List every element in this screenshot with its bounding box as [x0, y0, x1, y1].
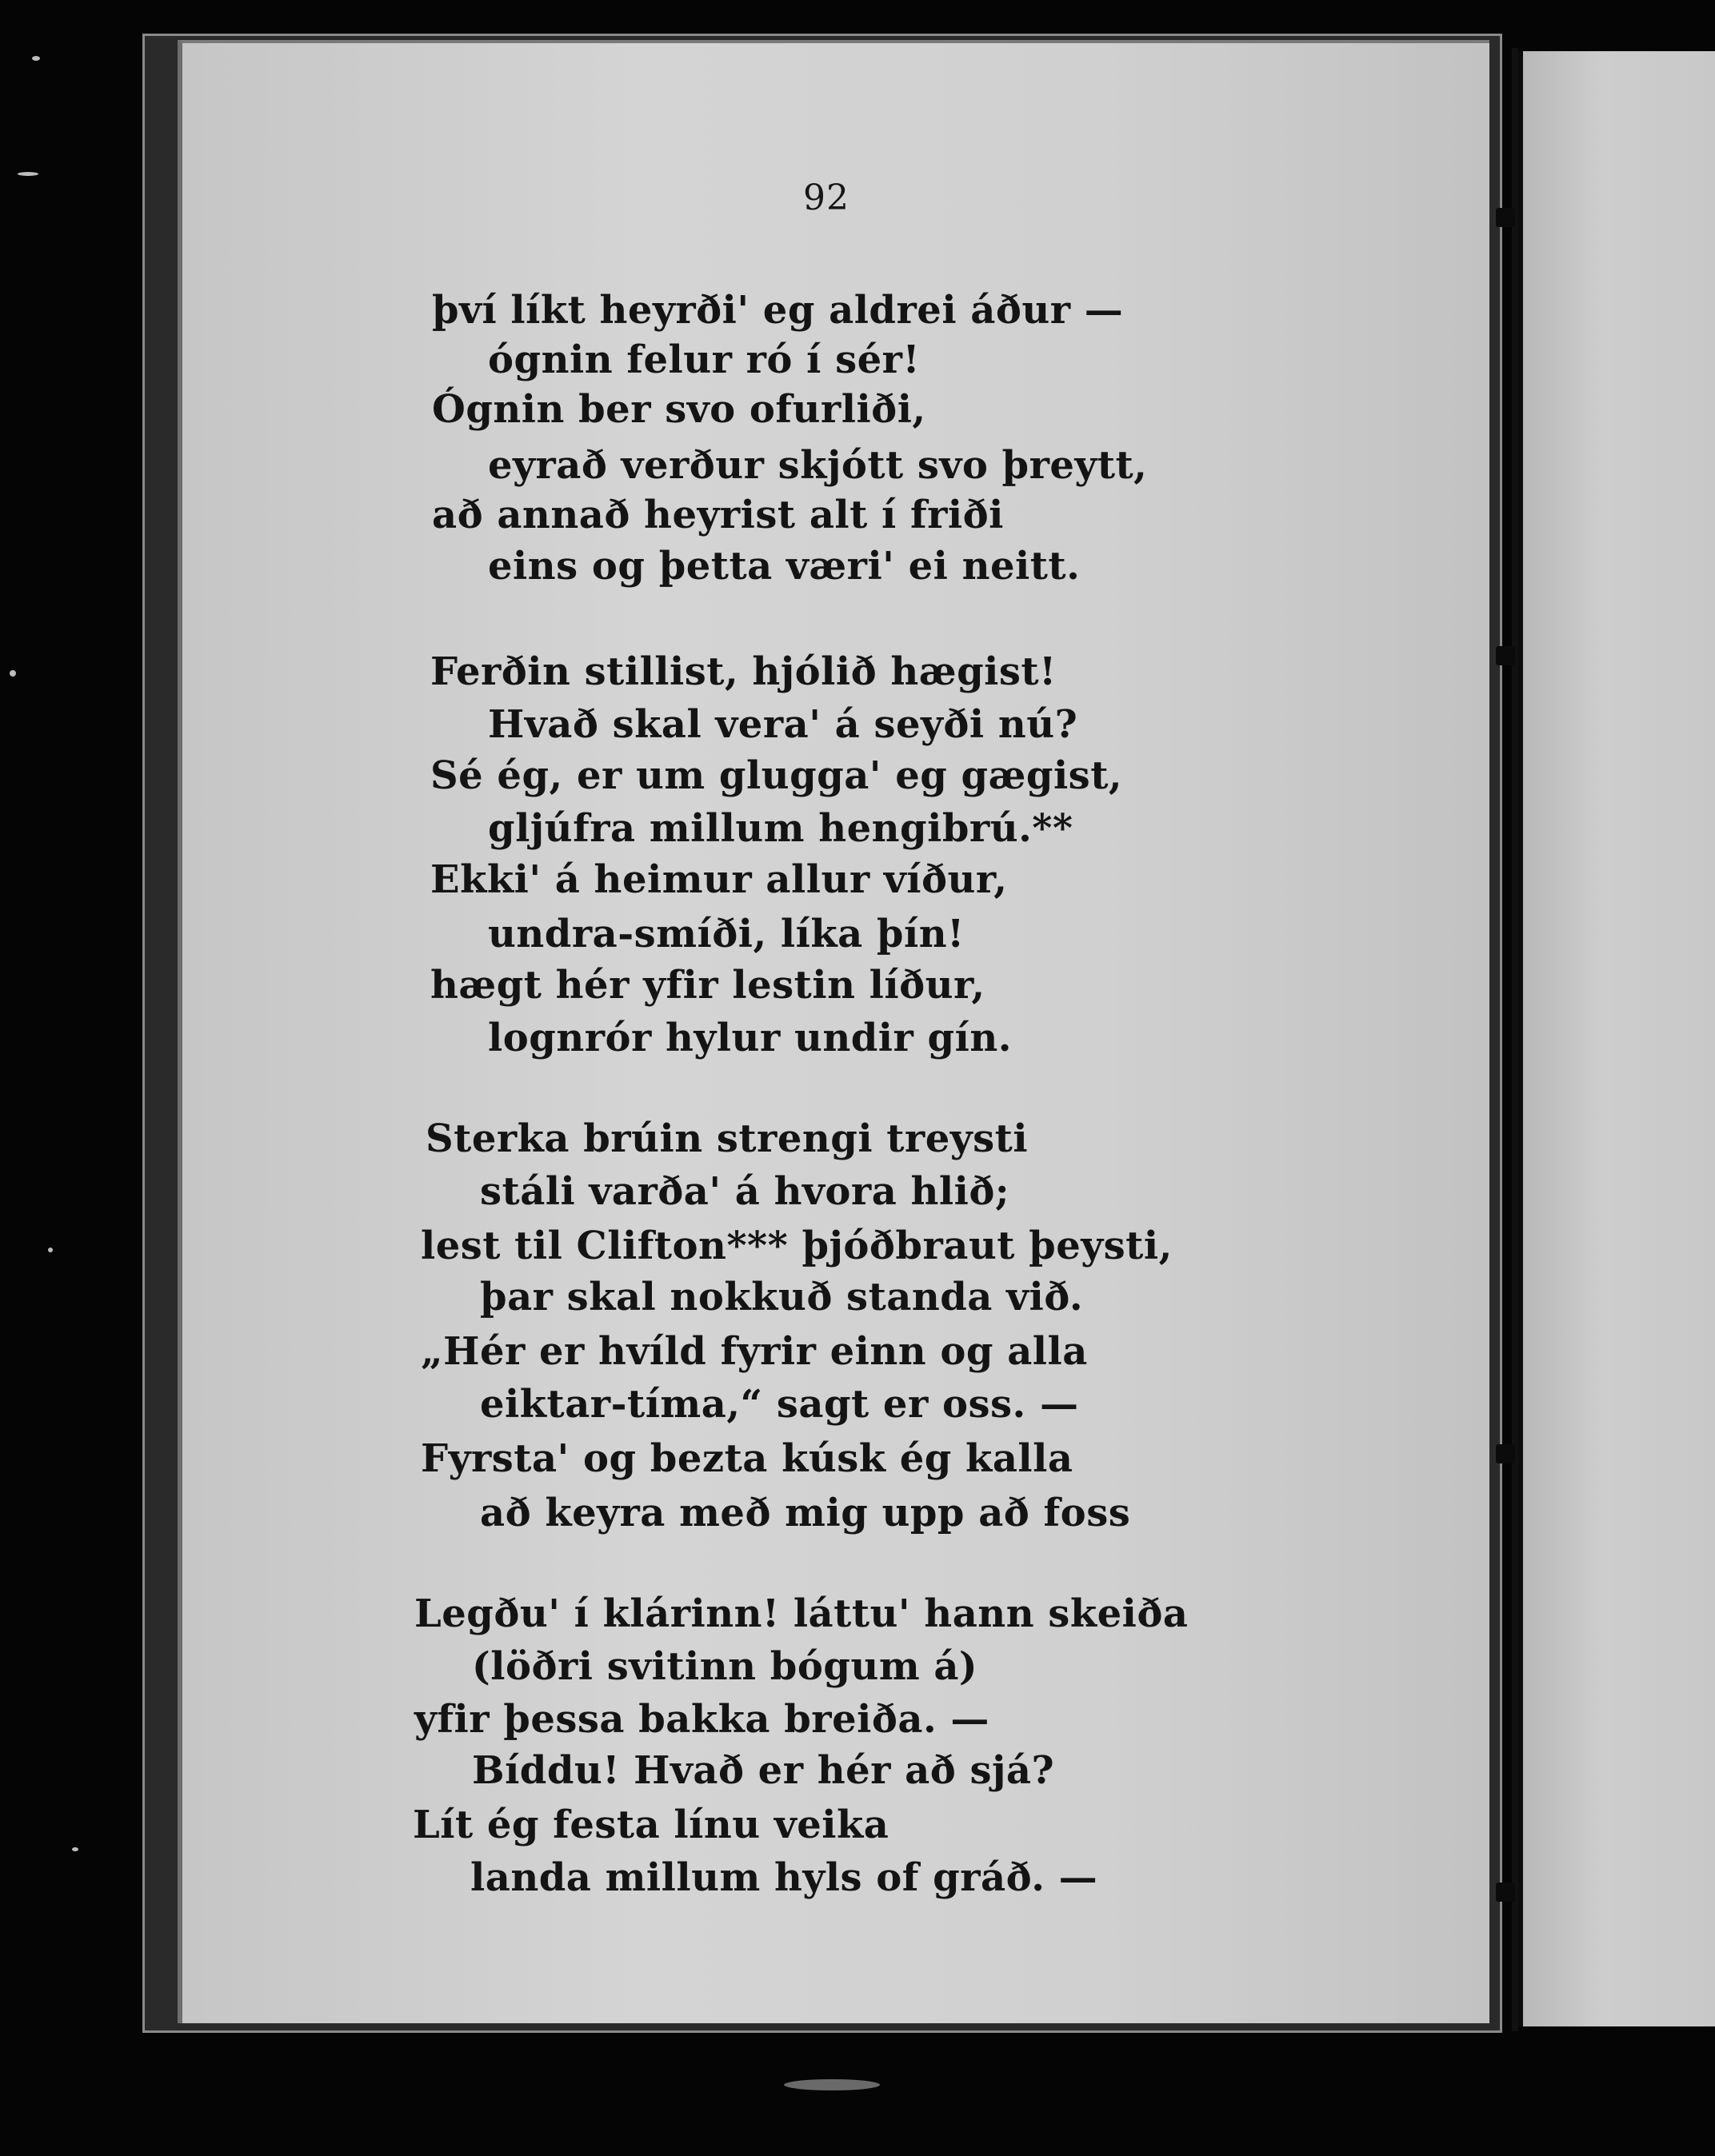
poem-line: að annað heyrist alt í friði: [432, 493, 1004, 537]
poem-line: stáli varða' á hvora hlið;: [480, 1169, 1010, 1214]
poem-line: gljúfra millum hengibrú.**: [488, 806, 1073, 851]
poem-line: „Hér er hvíld fyrir einn og alla: [421, 1329, 1088, 1374]
poem-line: þar skal nokkuð standa við.: [480, 1275, 1084, 1320]
poem-line: hægt hér yfir lestin líður,: [430, 963, 985, 1008]
poem-line: Lít ég festa línu veika: [413, 1803, 889, 1847]
poem-line: Sterka brúin strengi treysti: [426, 1116, 1029, 1161]
poem-line: Fyrsta' og bezta kúsk ég kalla: [421, 1436, 1073, 1481]
poem-line: Ferðin stillist, hjólið hægist!: [430, 649, 1057, 694]
poem-line: ógnin felur ró í sér!: [488, 337, 921, 382]
poem-line: Bíddu! Hvað er hér að sjá?: [472, 1748, 1055, 1793]
poem-line: (löðri svitinn bógum á): [472, 1644, 978, 1689]
poem-line: Ógnin ber svo ofurliði,: [432, 387, 926, 432]
poem-line: eiktar-tíma,“ sagt er oss. —: [480, 1382, 1079, 1427]
poem-line: Ekki' á heimur allur víður,: [430, 857, 1008, 902]
poem-line: lest til Clifton*** þjóðbraut þeysti,: [421, 1224, 1173, 1268]
poem-line: yfir þessa bakka breiða. —: [414, 1697, 989, 1742]
poem-line: lognrór hylur undir gín.: [488, 1016, 1012, 1060]
poem-line: Legðu' í klárinn! láttu' hann skeiða: [414, 1591, 1189, 1636]
poem-line: Sé ég, er um glugga' eg gægist,: [430, 753, 1123, 798]
poem-line: eyrað verður skjótt svo þreytt,: [488, 443, 1148, 488]
poem-line: eins og þetta væri' ei neitt.: [488, 544, 1081, 589]
poem-line: landa millum hyls of gráð. —: [470, 1855, 1098, 1900]
poem-line: Hvað skal vera' á seyði nú?: [488, 702, 1078, 747]
page-number: 92: [803, 178, 850, 218]
poem-line: undra-smíði, líka þín!: [488, 912, 965, 956]
poem-line: því líkt heyrði' eg aldrei áður —: [432, 288, 1124, 333]
poem-line: að keyra með mig upp að foss: [480, 1491, 1131, 1535]
